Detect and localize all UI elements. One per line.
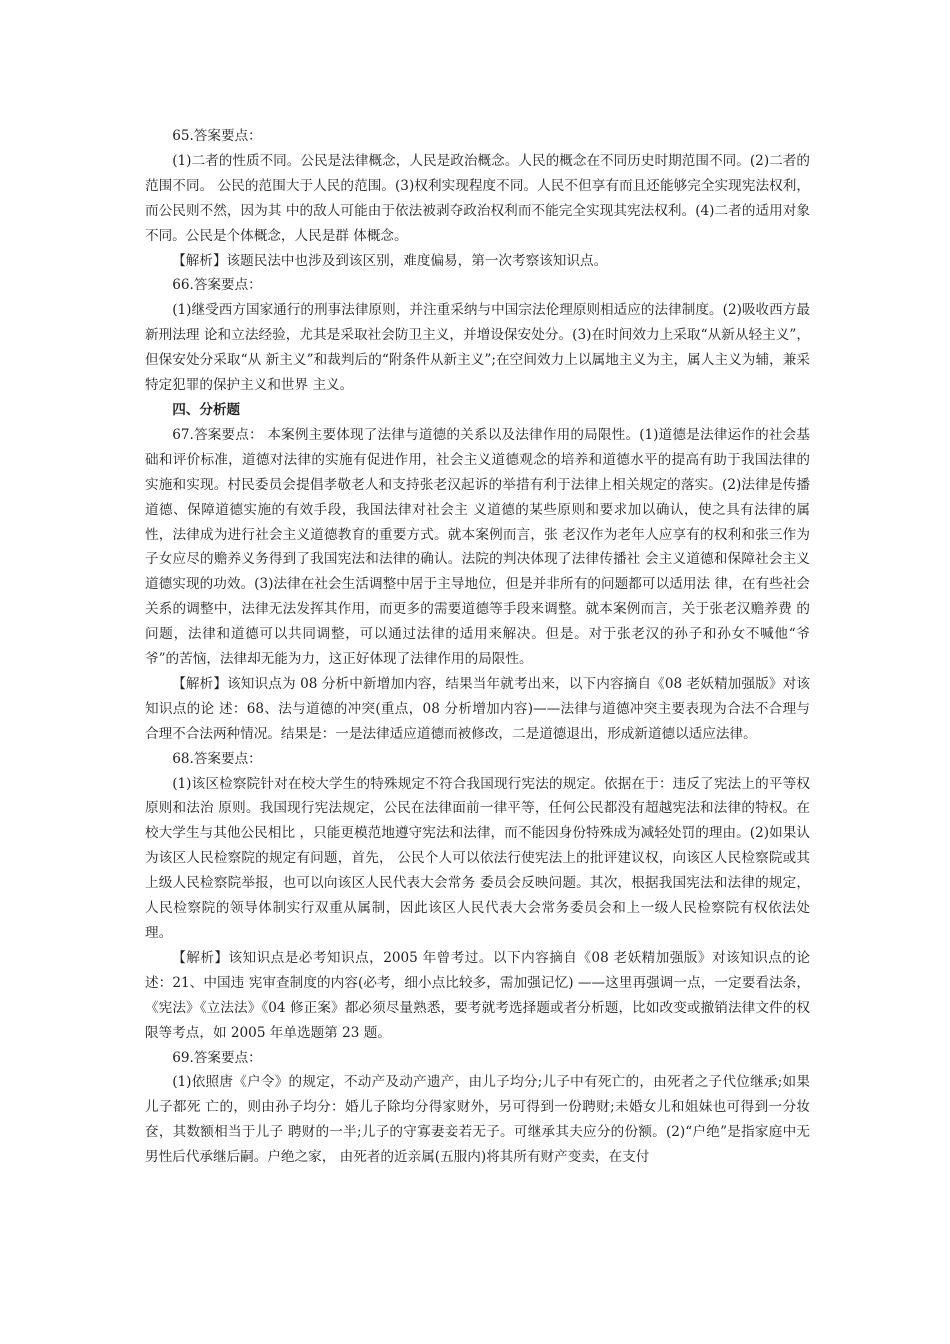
document-page [145, 124, 810, 1170]
q66-answer: (1)继受西方国家通行的刑事法律原则，并注重采纳与中国宗法伦理原则相适应的法律制度。(2)吸收西方最新刑法理 论和立法经验，尤其是采取社会防卫主义，并增设保安处分。(3)在时间效力上采取“从新从轻主义”，但保安处分采取“从 新主义”和裁判后的“附条件从新主义”;在空间效力上以属地主义为主，属人主义为辅，兼采特定犯罪的保护主义和世界 主义。 [145, 302, 810, 394]
q69-answer: (1)依照唐《户令》的规定，不动产及动产遗产，由儿子均分;儿子中有死亡的，由死者之子代位继承;如果儿子都死 亡的，则由孙子均分：婚儿子除均分得家财外，另可得到一份聘财;未婚女儿和姐妹也可得到一分妆奁，其数额相当于儿子 聘财的一半;儿子的守寡妻妾若无子。可继承其夫应分的份额。(2)“户绝”是指家庭中无男性后代承继后嗣。户绝之家， 由死者的近亲属(五服内)将其所有财产变卖，在支付 [145, 1074, 810, 1166]
q66-heading: 66.答案要点： [172, 277, 262, 294]
q69-heading: 69.答案要点： [172, 1049, 262, 1066]
q65-heading: 65.答案要点： [172, 128, 262, 144]
section-heading-analysis: 四、分析题 [172, 401, 241, 418]
q68-analysis: 【解析】该知识点是必考知识点，2005 年曾考过。以下内容摘自《08 老妖精加强版》对该知识点的论述：21、中国违 宪审查制度的内容(必考，细小点比较多，需加强记忆) ——这里再强调一点，一定要看法条，《宪法》《立法法》《04 修正案》都必须尽量熟悉，要考就考选择题或者分析题，比如改变或撤销法律文件的权限等考点，如 2005 年单选题第 23 题。 [145, 949, 810, 1041]
q65-answer: (1)二者的性质不同。公民是法律概念，人民是政治概念。人民的概念在不同历史时期范围不同。(2)二者的范围不同。 公民的范围大于人民的范围。(3)权利实现程度不同。人民不但享有而且还能够完全实现宪法权利，而公民则不然，因为其 中的敌人可能由于依法被剥夺政治权利而不能完全实现其宪法权利。(4)二者的适用对象不同。公民是个体概念，人民是群 体概念。 [145, 152, 810, 244]
q68-heading: 68.答案要点： [172, 750, 262, 767]
q67-answer: 67.答案要点： 本案例主要体现了法律与道德的关系以及法律作用的局限性。(1)道德是法律运作的社会基础和评价标准，道德对法律的实施有促进作用，社会主义道德观念的培养和道德水平的提高有助于我国法律的实施和实现。村民委员会提倡孝敬老人和支持张老汉起诉的举措有利于法律上相关规定的落实。(2)法律是传播道德、保障道德实施的有效手段，我国法律对社会主 义道德的某些原则和要求加以确认，使之具有法律的属性，法律成为进行社会主义道德教育的重要方式。就本案例而言，张 老汉作为老年人应享有的权利和张三作为子女应尽的赡养义务得到了我国宪法和法律的确认。法院的判决体现了法律传播社 会主义道德和保障社会主义道德实现的功效。(3)法律在社会生活调整中居于主导地位，但是并非所有的问题都可以适用法 律，在有些社会关系的调整中，法律无法发挥其作用，而更多的需要道德等手段来调整。就本案例而言，关于张老汉赡养费 的问题，法律和道德可以共同调整，可以通过法律的适用来解决。但是。对于张老汉的孙子和孙女不喊他“爷爷”的苦恼，法律却无能为力，这正好体现了法律作用的局限性。 [145, 426, 810, 668]
q65-analysis: 【解析】该题民法中也涉及到该区别，难度偏易，第一次考察该知识点。 [172, 252, 608, 269]
q67-analysis: 【解析】该知识点为 08 分析中新增加内容，结果当年就考出来，以下内容摘自《08 老妖精加强版》对该知识点的论 述：68、法与道德的冲突(重点，08 分析增加内容)——法律与道德冲突主要表现为合法不合理与合理不合法两种情况。结果是：一是法律适应道德而被修改，二是道德退出，形成新道德以适应法律。 [145, 675, 810, 742]
q68-answer: (1)该区检察院针对在校大学生的特殊规定不符合我国现行宪法的规定。依据在于：违反了宪法上的平等权原则和法治 原则。我国现行宪法规定，公民在法律面前一律平等，任何公民都没有超越宪法和法律的特权。在校大学生与其他公民相比 ，只能更模范地遵守宪法和法律，而不能因身份特殊成为减轻处罚的理由。(2)如果认为该区人民检察院的规定有问题，首先， 公民个人可以依法行使宪法上的批评建议权，向该区人民检察院或其上级人民检察院举报，也可以向该区人民代表大会常务 委员会反映问题。其次，根据我国宪法和法律的规定，人民检察院的领导体制实行双重从属制，因此该区人民代表大会常务委员会和上一级人民检察院有权依法处理。 [145, 775, 810, 941]
